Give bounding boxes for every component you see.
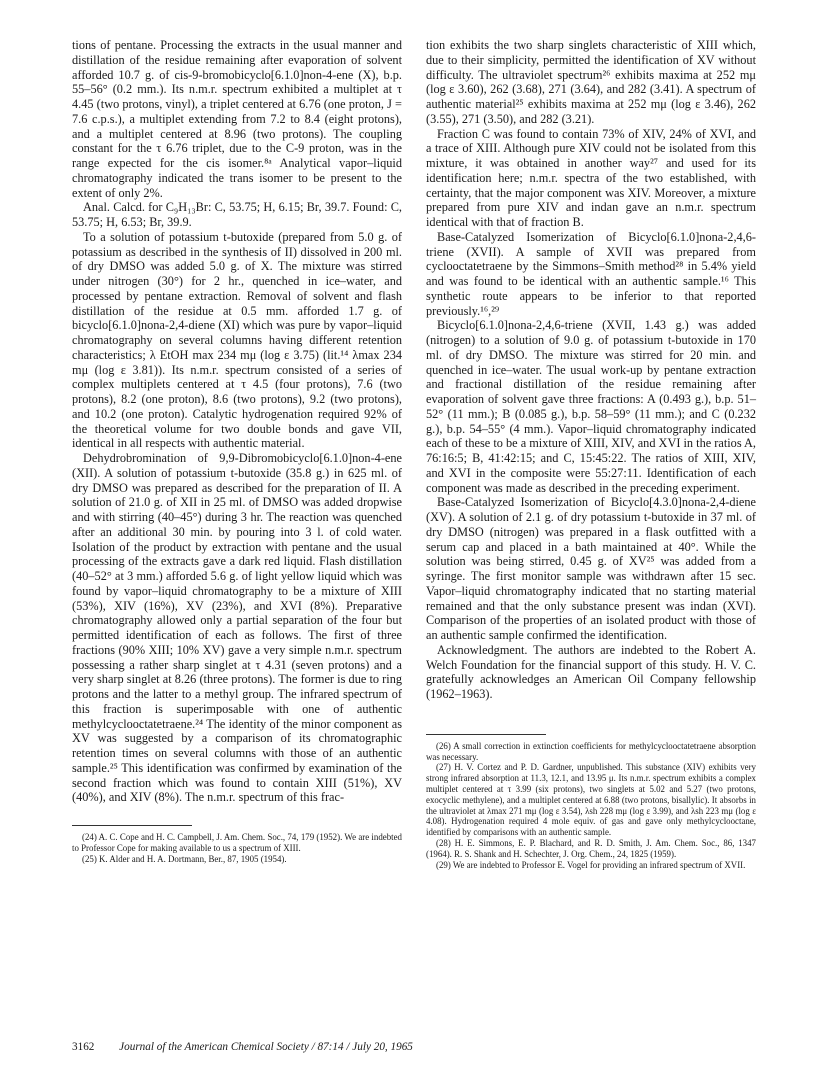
right-paragraph-4: Bicyclo[6.1.0]nona-2,4,6-triene (XVII, 1.43 g.) was added (nitrogen) to a solution of 9.0 g. of potassium t-butoxide in 170 ml. of dry DMSO. The mixture was stirred for 20 min. and quenched in ice–water. The usual work-up by pentane extraction and fractional distillation of the residue remaining after evaporation of solvent gave three fractions: A (0.493 g.), b.p. 51–52° (11 mm.); B (0.085 g.), b.p. 58–59° (11 mm.); and C (0.232 g.), b.p. 54–55° (4 mm.). Vapor–liquid chromatography indicated each of these to be a mixture of XIII, XIV, and XVI in the ratios A, 76:16:5; B, 41:42:15; and C, 15:45:22. The ratios of XIII, XIV, and XVI in the composite were 55:27:11. Identification of each component was made as described in the preceding experiment. xyxy=(426,318,756,495)
journal-page xyxy=(72,38,756,1038)
footnote-29: (29) We are indebted to Professor E. Vogel for providing an infrared spectrum of XVII. xyxy=(436,859,746,870)
right-column xyxy=(426,38,756,870)
right-paragraph-3: Base-Catalyzed Isomerization of Bicyclo[6.1.0]nona-2,4,6-triene (XVII). A sample of XVII was prepared from cyclooctatetraene by the Simmons–Smith method²⁸ in 5.4% yield and was found to be identical with an authentic sample.¹⁶ This synthetic route appears to be inferior to that reported previously.¹⁶,²⁹ xyxy=(426,229,756,318)
running-head: Journal of the American Chemical Society / 87:14 / July 20, 1965 xyxy=(119,1041,413,1053)
footnote-24: (24) A. C. Cope and H. C. Campbell, J. Am. Chem. Soc., 74, 179 (1952). We are indebted to Professor Cope for making available to us a spectrum of XIII. xyxy=(72,832,402,853)
footnote-26: (26) A small correction in extinction coefficients for methylcyclooctatetraene absorption was necessary. xyxy=(426,740,756,762)
footnote-27: (27) H. V. Cortez and P. D. Gardner, unpublished. This substance (XIV) exhibits very strong infrared absorption at 11.3, 12.1, and 13.95 μ. Its n.m.r. spectrum exhibits a complex multiplet centered at τ 3.99 (six protons), two singlets at 5.02 and 5.27 (two protons, exocyclic methylene), and a multiplet centered at 6.88 (two protons, bisallylic). It absorbs in the ultraviolet at λmax 271 mμ (log ε 3.54), λsh 228 mμ (log ε 3.99), and λsh 223 mμ (log ε 4.08). Hydrogenation required 4 mole equiv. of gas and gave only methylcyclooctane, identified by comparisons with an authentic sample. xyxy=(426,762,756,838)
footnote-28: (28) H. E. Simmons, E. P. Blachard, and R. D. Smith, J. Am. Chem. Soc., 86, 1347 (1964). R. S. Shank and H. Schechter, J. Org. Chem., 24, 1825 (1959). xyxy=(426,837,756,859)
footnote-rule xyxy=(426,734,546,735)
footnote-rule xyxy=(72,825,192,826)
left-body xyxy=(72,38,402,805)
left-paragraph-2: Anal. Calcd. for C₉H₁₃Br: C, 53.75; H, 6.15; Br, 39.7. Found: C, 53.75; H, 6.53; Br, 39.9. xyxy=(72,200,402,229)
right-body xyxy=(426,38,756,702)
page-number: 3162 xyxy=(72,1041,95,1053)
right-paragraph-5: Base-Catalyzed Isomerization of Bicyclo[4.3.0]nona-2,4-diene (XV). A solution of 2.1 g. of dry potassium t-butoxide in 37 ml. of dry DMSO (nitrogen) was prepared in a flask outfitted with a serum cap and placed in a bath maintained at 40°. While the solution was being stirred, 0.45 g. of XV²⁵ was added from a syringe. The first monitor sample was withdrawn after 15 sec. Vapor–liquid chromatography indicated that no starting material remained and that the only substance present was indan (XVI). Comparison of the properties of an isolated product with those of an authentic sample confirmed the identification. xyxy=(426,495,756,642)
left-paragraph-1: tions of pentane. Processing the extracts in the usual manner and distillation of the residue remaining after evaporation of solvent afforded 10.7 g. of cis-9-bromobicyclo[6.1.0]non-4-ene (X), b.p. 55–56° (0.2 mm.). Its n.m.r. spectrum exhibited a multiplet at τ 4.45 (two protons, vinyl), a triplet centered at 6.76 (one proton, J = 7.6 c.p.s.), a multiplet extending from 7.2 to 8.4 (eight protons), and a multiplet centered at 8.96 (two protons). The coupling constant for the τ 6.76 triplet, due to the C-9 proton, was in the range expected for the cis isomer.⁸ᵃ Analytical vapor–liquid chromatography indicated the trans isomer to be present to the extent of only 2%. xyxy=(72,38,402,200)
right-paragraph-2: Fraction C was found to contain 73% of XIV, 24% of XVI, and a trace of XIII. Although pure XIV could not be isolated from this mixture, it was obtained in another way²⁷ and used for its identification here; n.m.r. spectra of the two established, with certainty, that the major component was XIV. Moreover, a mixture prepared from pure XIV and indan gave an n.m.r. spectrum identical with that of fraction B. xyxy=(426,126,756,229)
left-column xyxy=(72,38,402,864)
left-paragraph-4: Dehydrobromination of 9,9-Dibromobicyclo[6.1.0]non-4-ene (XII). A solution of potassium t-butoxide (35.8 g.) in 625 ml. of dry DMSO was prepared as described for the preparation of II. A solution of 21.0 g. of XII in 25 ml. of DMSO was added dropwise and with stirring (40–45°) during 3 hr. The reaction was quenched after an additional 30 min. by pouring into 3 l. of cold water. Isolation of the product by extraction with pentane and the usual processing of the extracts gave a dark red liquid. Flash distillation (40–52° at 3 mm.) afforded 5.6 g. of light yellow liquid which was found by vapor–liquid chromatography to be a mixture of XIII (53%), XIV (16%), XV (23%), and XVI (8%). Preparative chromatography allowed only a partial separation of the four but permitted identification of each as follows. The first of three fractions (90% XIII; 10% XV) gave a very simple n.m.r. spectrum possessing a rather sharp singlet at τ 4.31 (seven protons) and a very sharp singlet at 8.26 (three protons). The former is due to ring protons and the latter to a methyl group. The infrared spectrum of this fraction is superimposable with one of authentic methylcyclooctatetraene.²⁴ The identity of the minor component as XV was suggested by a comparison of its chromatographic retention times on several columns with those of an authentic sample.²⁵ This identification was confirmed by examination of the second fraction which was found to contain XIII (51%), XV (40%), and XIV (8%). The n.m.r. spectrum of this frac- xyxy=(72,451,402,805)
left-paragraph-3: To a solution of potassium t-butoxide (prepared from 5.0 g. of potassium as described in the synthesis of II) dissolved in 200 ml. of dry DMSO was added 5.0 g. of X. The mixture was stirred under nitrogen (30°) for 2 hr., quenched in ice–water, and processed by pentane extraction. Removal of solvent and flash distillation of the residue at 0.5 mm. afforded 1.7 g. of bicyclo[6.1.0]nona-2,4-diene (XI) which was pure by vapor–liquid chromatography on several columns having different retention characteristics; λ EtOH max 234 mμ (log ε 3.75) (lit.¹⁴ λmax 234 mμ (log ε 3.81)). Its n.m.r. spectrum consisted of a series of complex multiplets centered at τ 4.5 (four protons), 7.6 (two protons), 8.2 (one proton), 8.6 (two protons), 9.2 (two protons), and 10.2 (one proton). Catalytic hydrogenation required 92% of the theoretical volume for two double bonds and gave VII, identical in all respects with authentic material. xyxy=(72,229,402,451)
right-footnotes xyxy=(426,728,756,871)
left-footnotes xyxy=(72,819,402,864)
footnote-25: (25) K. Alder and H. A. Dortmann, Ber., 87, 1905 (1954). xyxy=(82,853,287,864)
page-footer xyxy=(72,1040,756,1054)
right-paragraph-6: Acknowledgment. The authors are indebted to the Robert A. Welch Foundation for the financial support of this study. H. V. C. gratefully acknowledges an American Oil Company fellowship (1962–1963). xyxy=(426,642,756,701)
right-paragraph-1: tion exhibits the two sharp singlets characteristic of XIII which, due to their simplicity, permitted the identification of XV without difficulty. The ultraviolet spectrum²⁶ exhibits maxima at 252 mμ (log ε 3.60), 262 (3.68), 271 (3.64), and 282 (3.41). A spectrum of authentic material²⁵ exhibits maxima at 252 mμ (log ε 3.46), 262 (3.55), 271 (3.50), and 282 (3.21). xyxy=(426,38,756,126)
